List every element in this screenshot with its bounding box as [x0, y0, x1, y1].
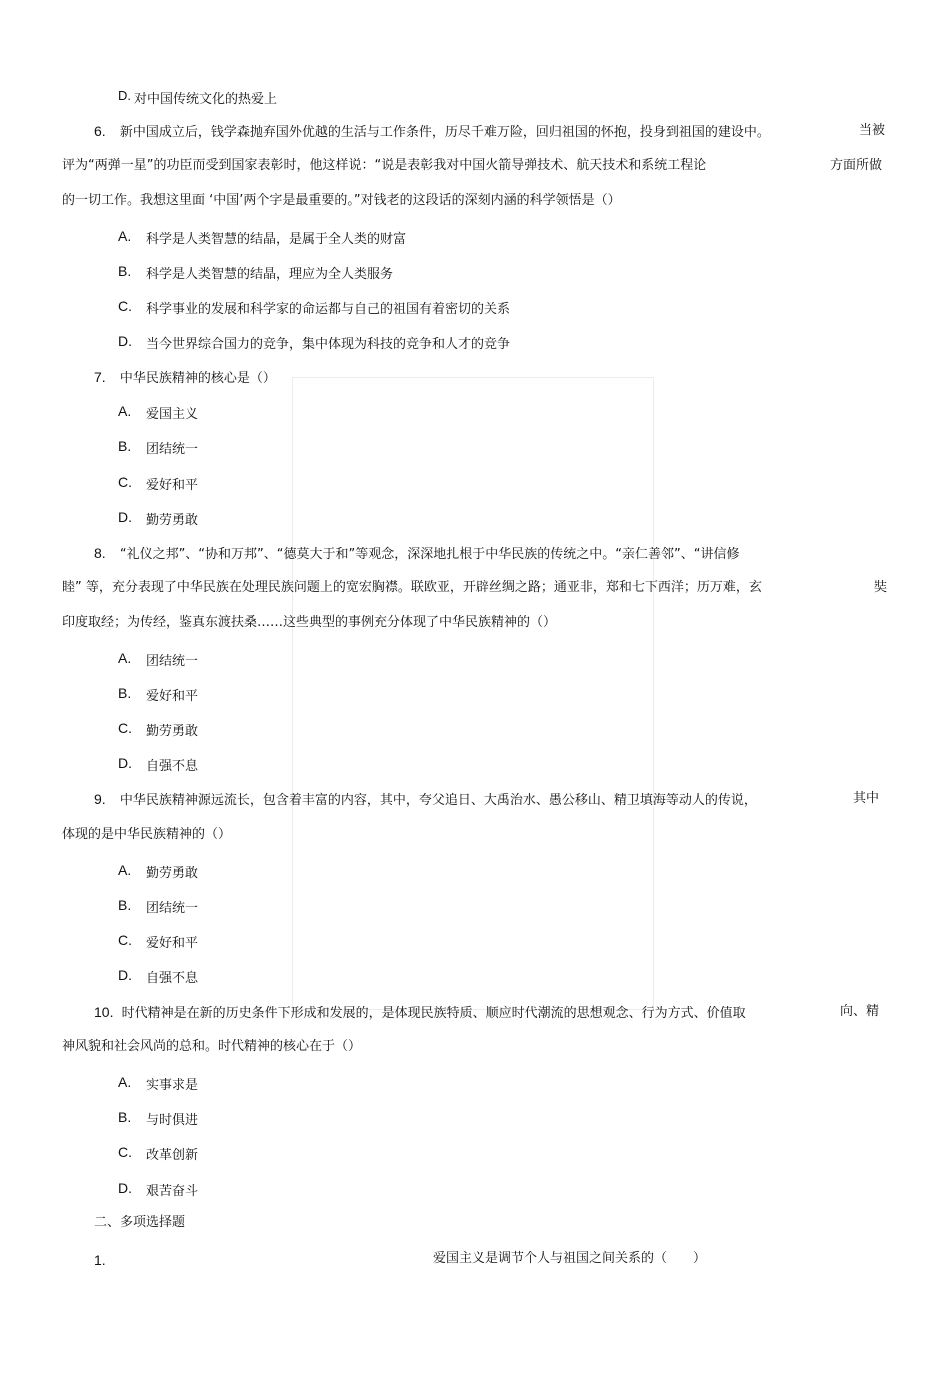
option-text: 勤劳勇敢	[146, 513, 199, 528]
question-7-option-a	[0, 403, 950, 421]
option-letter: C.	[118, 298, 132, 314]
option-d-prev-question	[0, 88, 950, 106]
question-9-line-1-right: 其中	[853, 791, 880, 806]
question-number: 9.	[94, 791, 106, 807]
option-letter: A.	[118, 862, 132, 878]
question-6-line-1-right: 当被	[859, 123, 886, 138]
option-letter: B.	[118, 897, 132, 913]
option-text: 艰苦奋斗	[146, 1184, 199, 1199]
option-letter: C.	[118, 1144, 132, 1160]
option-text: 对中国传统文化的热爱上	[134, 92, 278, 107]
question-8-option-a	[0, 650, 950, 668]
section-heading-multiple-choice: 二、多项选择题	[94, 1215, 186, 1230]
question-number: 6.	[94, 123, 106, 139]
option-text: 实事求是	[146, 1078, 199, 1093]
option-letter: D.	[118, 967, 132, 983]
question-9-option-a	[0, 862, 950, 880]
option-letter: B.	[118, 438, 132, 454]
option-text: 当今世界综合国力的竞争，集中体现为科技的竞争和人才的竞争	[146, 337, 511, 352]
option-text: 爱好和平	[146, 936, 199, 951]
option-letter: A.	[118, 403, 132, 419]
option-text: 团结统一	[146, 654, 199, 669]
question-text: 新中国成立后，钱学森抛弃国外优越的生活与工作条件，历尽千难万险，回归祖国的怀抱，投身到祖国的建设中。	[119, 125, 770, 140]
option-letter: C.	[118, 720, 132, 736]
question-number: 8.	[94, 545, 106, 561]
question-text: 中华民族精神的核心是（）	[119, 371, 276, 386]
option-text: 团结统一	[146, 442, 199, 457]
question-6-option-b	[0, 263, 950, 281]
multi-question-1-number: 1.	[94, 1252, 106, 1268]
question-10-line-1	[94, 1003, 746, 1021]
question-6-line-2: 评为“两弹一星”的功臣而受到国家表彰时，他这样说：“说是表彰我对中国火箭导弹技术、航天技术和系统工程论	[62, 158, 707, 173]
option-letter: D.	[118, 509, 132, 525]
question-8-line-3: 印度取经；为传经，鉴真东渡扶桑……这些典型的事例充分体现了中华民族精神的（）	[62, 615, 557, 630]
question-7-option-b	[0, 438, 950, 456]
question-text: “礼仪之邦”、“协和万邦”、“德莫大于和”等观念，深深地扎根于中华民族的传统之中。“亲仁善邻”、“讲信修	[119, 547, 740, 562]
question-9-option-b	[0, 897, 950, 915]
option-letter: A.	[118, 228, 132, 244]
question-6-line-2-right: 方面所做	[830, 158, 883, 173]
question-10-line-2: 神风貌和社会风尚的总和。时代精神的核心在于（）	[62, 1039, 362, 1054]
question-7-line-1	[94, 368, 276, 386]
question-text: 中华民族精神源远流长，包含着丰富的内容，其中，夸父追日、大禹治水、愚公移山、精卫填海等动人的传说，	[119, 793, 757, 808]
option-letter: C.	[118, 932, 132, 948]
question-8-option-d	[0, 755, 950, 773]
option-text: 勤劳勇敢	[146, 866, 199, 881]
option-text: 与时俱进	[146, 1113, 199, 1128]
question-8-option-c	[0, 720, 950, 738]
question-8-line-1	[94, 544, 739, 562]
question-6-line-1	[94, 122, 770, 140]
option-text: 科学是人类智慧的结晶，是属于全人类的财富	[146, 232, 407, 247]
option-text: 改革创新	[146, 1148, 199, 1163]
question-10-option-d	[0, 1180, 950, 1198]
option-text: 自强不息	[146, 971, 199, 986]
option-letter: D.	[118, 755, 132, 771]
question-number: 10.	[94, 1004, 114, 1020]
question-6-line-3: 的一切工作。我想这里面 ‘中国’两个字是最重要的。”对钱老的这段话的深刻内涵的科学领悟是（）	[62, 193, 621, 208]
question-number: 7.	[94, 369, 106, 385]
option-text: 自强不息	[146, 759, 199, 774]
question-6-option-a	[0, 228, 950, 246]
option-letter: D.	[118, 333, 132, 349]
question-10-option-b	[0, 1109, 950, 1127]
option-text: 团结统一	[146, 901, 199, 916]
option-text: 科学是人类智慧的结晶，理应为全人类服务	[146, 267, 394, 282]
option-letter: B.	[118, 685, 132, 701]
question-9-option-d	[0, 967, 950, 985]
question-10-option-c	[0, 1144, 950, 1162]
question-8-option-b	[0, 685, 950, 703]
option-letter: A.	[118, 1074, 132, 1090]
question-8-line-2-right: 奘	[874, 580, 888, 595]
option-letter: A.	[118, 650, 132, 666]
question-9-line-2: 体现的是中华民族精神的（）	[62, 827, 232, 842]
option-letter: B.	[118, 1109, 132, 1125]
option-letter: B.	[118, 263, 132, 279]
question-6-option-d	[0, 333, 950, 351]
question-6-option-c	[0, 298, 950, 316]
option-text: 科学事业的发展和科学家的命运都与自己的祖国有着密切的关系	[146, 302, 511, 317]
question-10-option-a	[0, 1074, 950, 1092]
question-7-option-c	[0, 474, 950, 492]
question-10-line-1-right: 向、精	[840, 1004, 880, 1019]
option-text: 爱好和平	[146, 689, 199, 704]
question-9-line-1	[94, 790, 757, 808]
option-text: 爱好和平	[146, 478, 199, 493]
option-text: 勤劳勇敢	[146, 724, 199, 739]
multi-question-1-text: 爱国主义是调节个人与祖国之间关系的（ ）	[433, 1251, 707, 1266]
question-8-line-2: 睦” 等，充分表现了中华民族在处理民族问题上的宽宏胸襟。联欧亚，开辟丝绸之路；通亚非，郑和七下西洋；历万难，玄	[62, 580, 762, 595]
question-text: 时代精神是在新的历史条件下形成和发展的，是体现民族特质、顺应时代潮流的思想观念、行为方式、价值取	[121, 1006, 746, 1021]
question-9-option-c	[0, 932, 950, 950]
option-letter: D.	[118, 88, 131, 103]
option-letter: C.	[118, 474, 132, 490]
question-7-option-d	[0, 509, 950, 527]
option-text: 爱国主义	[146, 407, 199, 422]
option-letter: D.	[118, 1180, 132, 1196]
